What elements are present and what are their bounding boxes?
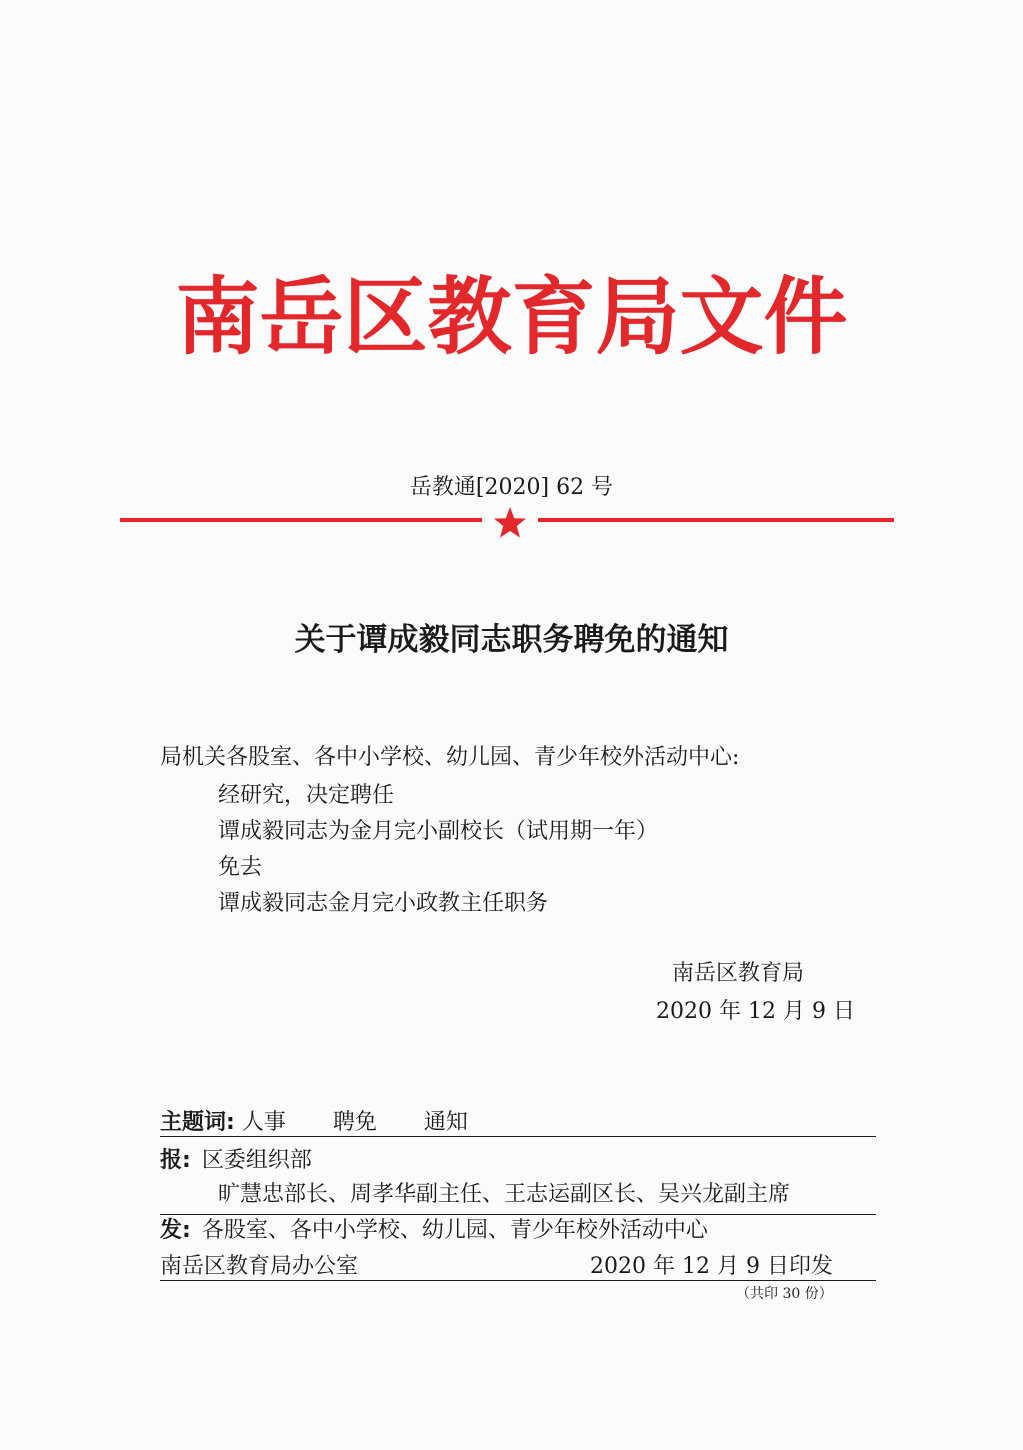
document-number: 岳教通[2020] 62 号 <box>409 475 614 500</box>
report-recipient: 区委组织部 <box>201 1148 312 1173</box>
send-recipients: 各股室、各中小学校、幼儿园、青少年校外活动中心 <box>201 1218 708 1243</box>
report-recipients-line: 旷慧忠部长、周孝华副主任、王志运副区长、吴兴龙副主席 <box>218 1182 791 1207</box>
red-divider-right <box>538 518 894 522</box>
body-line: 谭成毅同志金月完小政教主任职务 <box>218 891 549 916</box>
send-label: 发: <box>160 1218 191 1243</box>
body-line: 免去 <box>218 855 263 880</box>
red-star-icon <box>492 505 528 541</box>
footer-rule <box>160 1136 876 1137</box>
send-row <box>160 1214 708 1248</box>
keyword: 人事 <box>241 1110 286 1135</box>
keyword: 聘免 <box>332 1110 377 1135</box>
print-date: 2020 年 12 月 9 日印发 <box>590 1254 833 1279</box>
addressee-line: 局机关各股室、各中小学校、幼儿园、青少年校外活动中心: <box>160 745 740 770</box>
document-header-title: 南岳区教育局文件 <box>175 268 848 366</box>
body-line: 谭成毅同志为金月完小副校长（试用期一年） <box>218 819 659 844</box>
keywords-label: 主题词: <box>160 1110 235 1135</box>
issuing-office: 南岳区教育局办公室 <box>160 1254 359 1279</box>
signature-organization: 南岳区教育局 <box>672 961 805 986</box>
footer-rule <box>160 1280 876 1281</box>
report-row <box>160 1144 312 1178</box>
signature-date: 2020 年 12 月 9 日 <box>656 999 855 1024</box>
red-divider-left <box>120 518 482 522</box>
keyword: 通知 <box>423 1110 468 1135</box>
notice-title: 关于谭成毅同志职务聘免的通知 <box>294 622 729 658</box>
report-label: 报: <box>160 1148 191 1173</box>
keywords-row <box>160 1106 508 1140</box>
copies-count: （共印 30 份） <box>736 1286 833 1302</box>
body-line: 经研究，决定聘任 <box>218 783 395 808</box>
